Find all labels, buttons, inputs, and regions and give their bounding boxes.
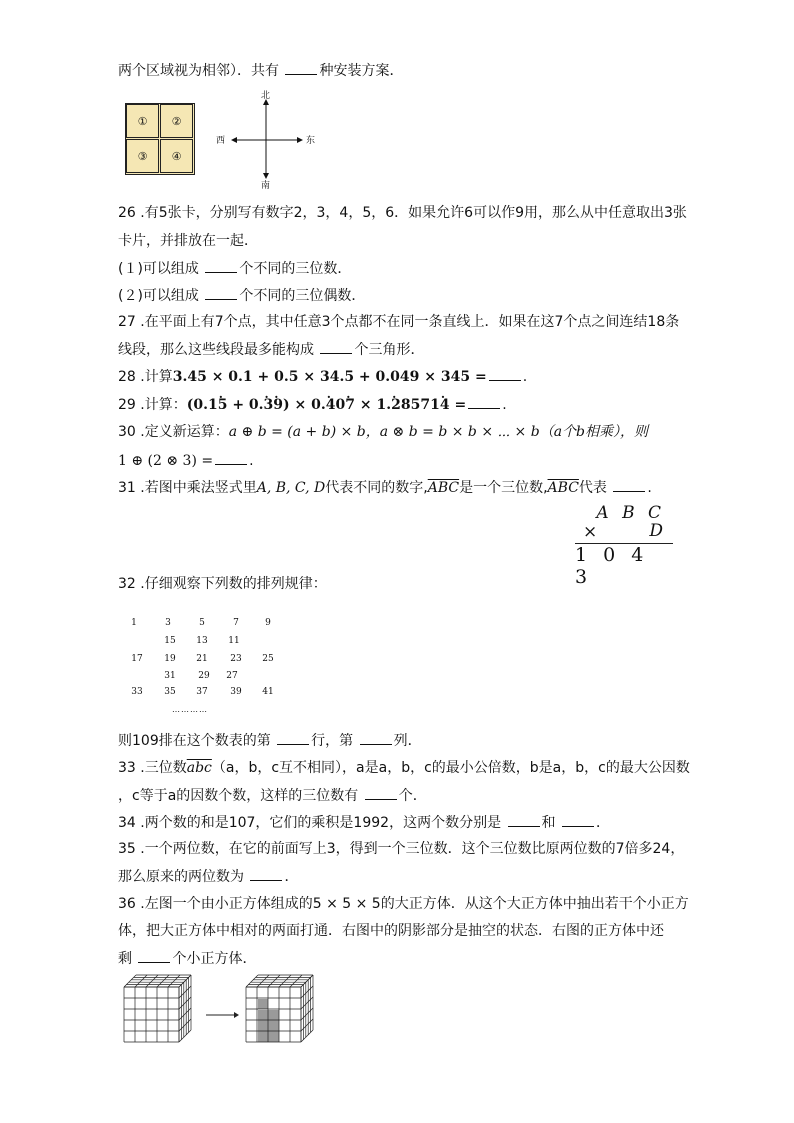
q35-line1: 35 .一个两位数，在它的前面写上3，得到一个三位数．这个三位数比原两位数的7倍多24， bbox=[118, 841, 685, 857]
mult-top-row: A B C bbox=[596, 503, 665, 523]
q27-line2: 线段，那么这些线段最多能构成 个三角形． bbox=[118, 339, 424, 360]
q32: 32 .仔细观察下列数的排列规律： bbox=[118, 576, 327, 592]
east-label: 东 bbox=[306, 136, 316, 146]
array-cell: 7 bbox=[233, 618, 239, 628]
q29: 29 .计算：(0.15 · + 0.3 ·9 ·) × 0.4 ·07 · × 1.2 ·85714 · = . bbox=[118, 394, 507, 415]
q36-line1: 36 .左图一个由小正方体组成的5 × 5 × 5的大正方体．从这个大正方体中抽出若干个小正方 bbox=[118, 896, 689, 912]
answer-blank[interactable] bbox=[562, 812, 594, 827]
q27-line1: 27 .在平面上有7个点，其中任意3个点都不在同一条直线上．如果在这7个点之间连结18条 bbox=[118, 314, 680, 330]
array-cell: 17 bbox=[131, 654, 143, 664]
array-cell: 33 bbox=[131, 687, 143, 697]
q29-expression: (0.15 · + 0.3 ·9 ·) × 0.4 ·07 · × 1.2 ·85714 · = bbox=[187, 397, 466, 413]
answer-blank[interactable] bbox=[205, 258, 237, 273]
region-1: ① bbox=[126, 104, 159, 138]
q34: 34 .两个数的和是107，它们的乘积是1992，这两个数分别是 和 ． bbox=[118, 812, 610, 833]
q32-answer: 则109排在这个数表的第 行，第 列． bbox=[118, 730, 422, 751]
array-cell: 27 bbox=[226, 671, 238, 681]
answer-blank[interactable] bbox=[365, 785, 397, 800]
q28: 28 .计算3.45 × 0.1 + 0.5 × 34.5 + 0.049 × 345 = . bbox=[118, 366, 527, 387]
array-cell: 1 bbox=[131, 618, 137, 628]
region-grid-figure bbox=[125, 103, 195, 175]
compass-figure bbox=[212, 88, 322, 191]
south-label: 南 bbox=[261, 181, 271, 191]
q30-expression: 1 ⊕ (2 ⊗ 3) = bbox=[118, 453, 214, 469]
answer-blank[interactable] bbox=[215, 450, 247, 465]
region-4: ④ bbox=[160, 139, 193, 173]
mult-multiplier: D bbox=[649, 521, 663, 541]
array-ellipsis: ………… bbox=[172, 705, 208, 714]
times-sign: × bbox=[583, 522, 598, 542]
array-cell: 29 bbox=[198, 671, 210, 681]
array-cell: 5 bbox=[199, 618, 205, 628]
region-3: ③ bbox=[126, 139, 159, 173]
q30-line2: 1 ⊕ (2 ⊗ 3) = . bbox=[118, 450, 254, 471]
array-cell: 21 bbox=[196, 654, 208, 664]
q28-expression: 3.45 × 0.1 + 0.5 × 34.5 + 0.049 × 345 = bbox=[172, 369, 487, 385]
region-2: ② bbox=[160, 104, 193, 138]
q36-line2: 体，把大正方体中相对的两面打通．右图中的阴影部分是抽空的状态．右图的正方体中还 bbox=[118, 923, 664, 939]
array-cell: 3 bbox=[165, 618, 171, 628]
abc-overline: $\overline{abc}$ bbox=[186, 760, 212, 776]
answer-blank[interactable] bbox=[277, 730, 309, 745]
q25-tail: 两个区域视为相邻）．共有 种安装方案． bbox=[118, 60, 403, 81]
q26-line2: 卡片，并排放在一起． bbox=[118, 233, 258, 249]
cube-drawing-icon bbox=[120, 973, 330, 1048]
cube-figure bbox=[120, 973, 330, 1048]
answer-blank[interactable] bbox=[613, 477, 645, 492]
q31: 31 .若图中乘法竖式里A, B, C, D代表不同的数字$,\overline{ABC}$是一个三位数$,\overline{ABC}$代表 . bbox=[118, 477, 652, 498]
q31-variables: A, B, C, D bbox=[256, 480, 326, 496]
answer-blank[interactable] bbox=[508, 812, 540, 827]
q35-line2: 那么原来的两位数为 ． bbox=[118, 866, 298, 887]
array-cell: 39 bbox=[230, 687, 242, 697]
q30-line1: 30 .定义新运算：a ⊕ b = (a + b) × b，a ⊗ b = b × b × ⋯ × b（a个b相乘），则 bbox=[118, 424, 649, 440]
answer-blank[interactable] bbox=[468, 394, 500, 409]
answer-blank[interactable] bbox=[205, 285, 237, 300]
q36-line3: 剩 个小正方体． bbox=[118, 948, 256, 969]
mult-result: 1 0 4 3 bbox=[575, 544, 649, 588]
north-label: 北 bbox=[261, 91, 271, 101]
q30-definition: a ⊕ b = (a + b) × b，a ⊗ b = b × b × ⋯ × b（a个b相乘），则 bbox=[228, 424, 649, 440]
q33-line1: 33 .三位数$\overline{abc}(a$，b，c互不相同），a是a，b，c的最小公倍数，b是a，b，c的最大公因数 bbox=[118, 760, 690, 776]
array-cell: 41 bbox=[262, 687, 274, 697]
answer-blank[interactable] bbox=[285, 60, 317, 75]
array-cell: 13 bbox=[196, 636, 208, 646]
array-cell: 19 bbox=[164, 654, 176, 664]
answer-blank[interactable] bbox=[320, 339, 352, 354]
array-cell: 31 bbox=[164, 671, 176, 681]
array-cell: 11 bbox=[228, 636, 240, 646]
q26-line1: 26 .有5张卡，分别写有数字2，3，4，5，6．如果允许6可以作9用，那么从中任意取出3张 bbox=[118, 205, 687, 221]
array-cell: 9 bbox=[265, 618, 271, 628]
answer-blank[interactable] bbox=[489, 366, 521, 381]
array-cell: 37 bbox=[196, 687, 208, 697]
abc-overline: $\overline{ABC}$ bbox=[427, 480, 460, 496]
west-label: 西 bbox=[216, 136, 226, 146]
q33-line2: ，c等于a的因数个数，这样的三位数有 个． bbox=[118, 785, 427, 806]
abc-overline: $\overline{ABC}$ bbox=[547, 480, 579, 496]
array-cell: 23 bbox=[230, 654, 242, 664]
array-cell: 35 bbox=[164, 687, 176, 697]
answer-blank[interactable] bbox=[360, 730, 392, 745]
array-cell: 15 bbox=[164, 636, 176, 646]
q26-part1: (１)可以组成 个不同的三位数． bbox=[118, 258, 351, 279]
q26-part2: (２)可以组成 个不同的三位偶数． bbox=[118, 285, 365, 306]
multiplication-figure bbox=[575, 500, 675, 588]
answer-blank[interactable] bbox=[138, 948, 170, 963]
answer-blank[interactable] bbox=[250, 866, 282, 881]
array-cell: 25 bbox=[262, 654, 274, 664]
